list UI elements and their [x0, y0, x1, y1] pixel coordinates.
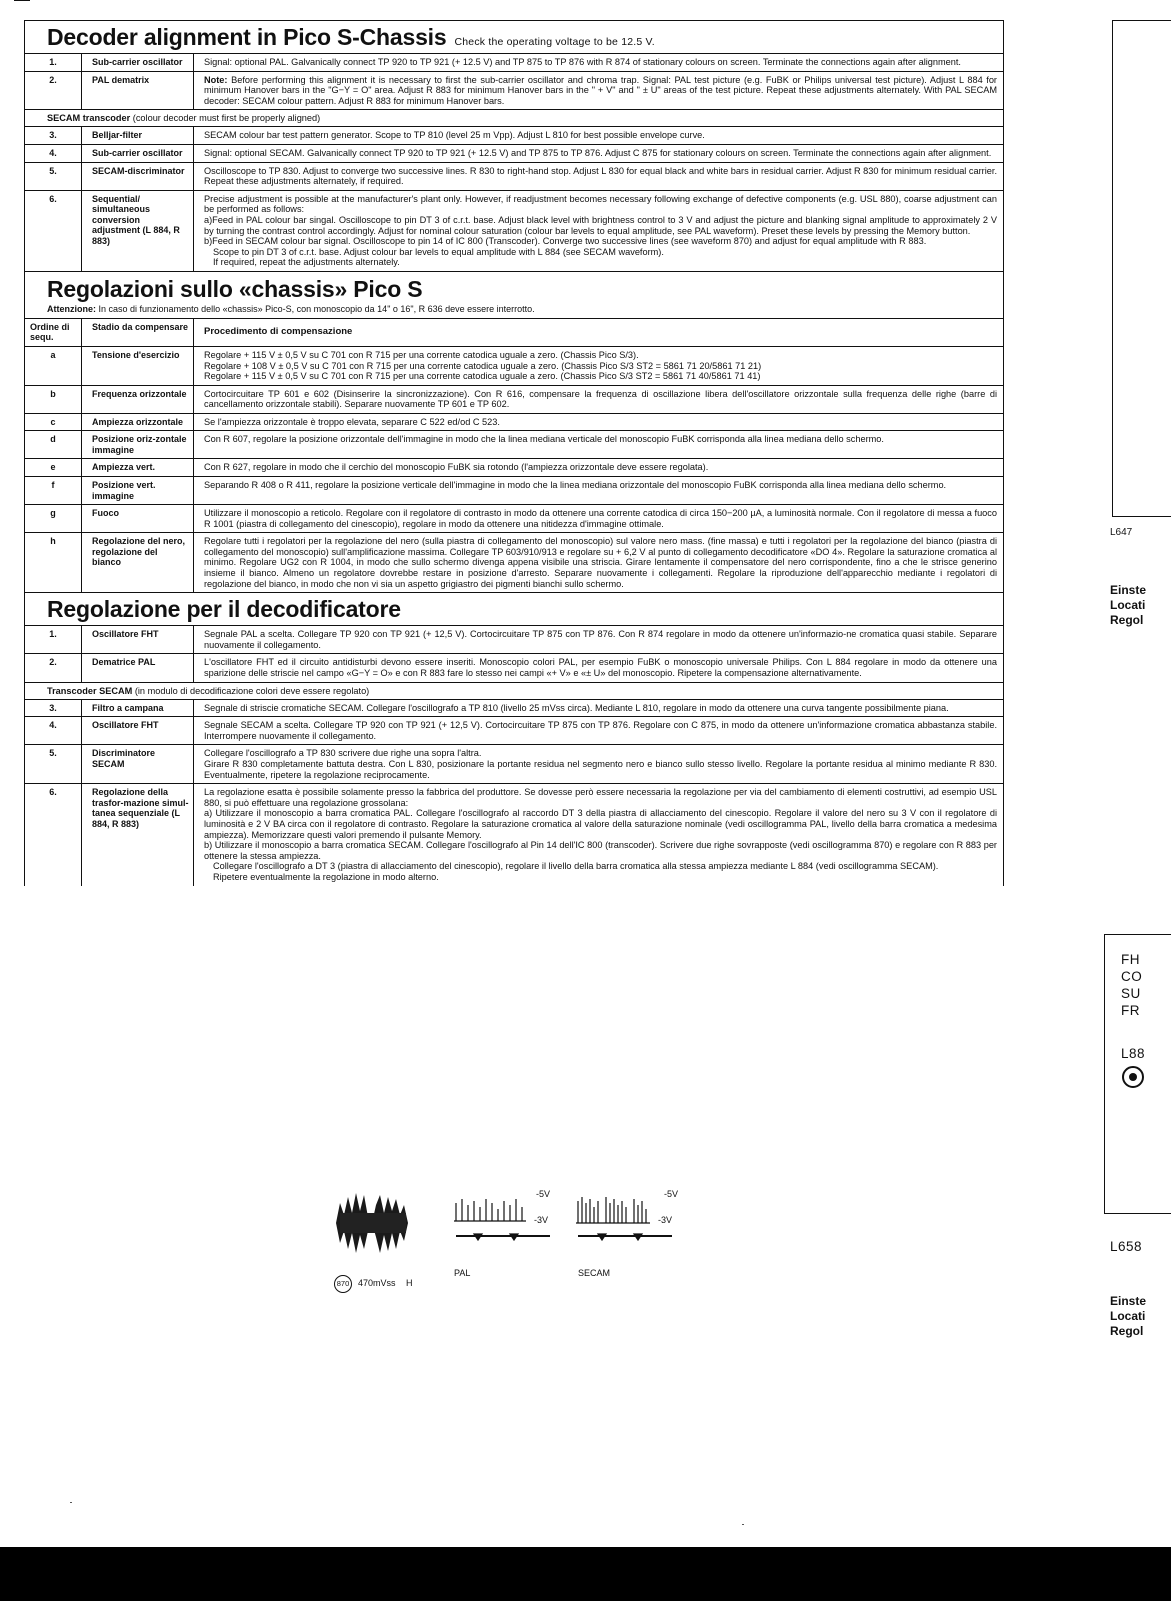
- table-row: [25, 745, 1003, 784]
- table-row: [25, 717, 1003, 745]
- procedure-line: Girare R 830 completamente battuta destra. Con L 830, posizionare la portante residua nel segmento nero e bianco sullo stesso livello. Regolare la portante residua al minimo mediante R 830. Eventualmente, ripetere la regolazione reciprocamente.: [204, 758, 997, 780]
- table-row: [25, 700, 1003, 718]
- stage-name: Regolazione della trasfor-mazione simul-tanea sequenziale (L 884, R 883): [82, 784, 194, 885]
- row-number: 2.: [25, 654, 82, 681]
- row-number: 5.: [25, 745, 82, 783]
- stage-name: Tensione d'esercizio: [82, 347, 194, 385]
- procedure-line: La regolazione esatta è possibile solamente presso la fabbrica del produttore. Se dovesse però essere necessaria la regolazione per via del cambiamento di elementi costruttivi, ad esempio USL 880, si può effettuare una regolazione grossolana:: [204, 787, 997, 808]
- row-number: 3.: [25, 700, 82, 717]
- pal-label: PAL: [454, 1268, 471, 1278]
- row-number: 4.: [25, 145, 82, 162]
- procedure-text: [194, 745, 1003, 783]
- procedure-step-b-cont: Ripetere eventualmente la regolazione in modo alterno.: [213, 871, 439, 882]
- procedure-text: Signal: optional SECAM. Galvanically connect TP 920 to TP 921 (+ 12.5 V) and TP 875 to TP 876. Adjust C 875 for stationary colours on screen. Terminate the connections again after alignment.: [204, 147, 992, 158]
- waveform-870-amplitude: 470mVss: [358, 1278, 396, 1288]
- waveform-870-image: [334, 1183, 414, 1263]
- stage-name: Frequenza orizzontale: [82, 386, 194, 413]
- section-2-title: Regolazioni sullo «chassis» Pico S: [47, 275, 423, 302]
- scan-bottom-bar: [0, 1547, 1171, 1601]
- table-row: [25, 72, 1003, 111]
- stage-name: Belljar-filter: [82, 127, 194, 144]
- procedure-text: Segnale PAL a scelta. Collegare TP 920 con TP 921 (+ 12,5 V). Cortocircuitare TP 875 con TP 876. Con R 874 regolare in modo da ottenere un'informazio-ne cromatica quasi stabile. Separare nuovamente il collegamento.: [204, 629, 997, 650]
- procedure-text: Con R 607, regolare la posizione orizzontale dell'immagine in modo che la linea mediana verticale del monoscopio FuBK corrisponda alla linea mediana dello schermo.: [204, 434, 884, 445]
- waveform-870-number: 870: [334, 1275, 352, 1293]
- stage-name: Dematrice PAL: [82, 654, 194, 681]
- row-number: 1.: [25, 626, 82, 653]
- procedure-step-b-cont: Scope to pin DT 3 of c.r.t. base. Adjust colour bar levels to equal amplitude with L 884 (see SECAM waveform).: [213, 246, 664, 257]
- procedure-text: SECAM colour bar test pattern generator. Scope to TP 810 (level 25 m Vpp). Adjust L 810 for best possible envelope curve.: [204, 130, 705, 141]
- table-row: [25, 191, 1003, 272]
- stage-name: Sub-carrier oscillator: [82, 54, 194, 71]
- procedure-text: Segnale SECAM a scelta. Collegare TP 920 con TP 921 (+ 12,5 V). Cortocircuitare TP 875 con TP 876. Regolare con C 875, in modo da ottenere un'informazione cromatica abbastanza stabile. Interrompere nuovamente il collegamento.: [204, 720, 997, 741]
- procedure-text: L'oscillatore FHT ed il circuito antidisturbi devono essere inseriti. Monoscopio colori PAL, per esempio FuBK o monoscopio universale Philips. Con L 884 regolare in modo da ottenere una sparizione delle striscie nel campo «G−Y = O» e con R 883 fare lo stesso nei campi «+ V» e «± U» del monoscopio. Ripetere la compensazione alternativamente.: [204, 657, 997, 678]
- table-row: [25, 654, 1003, 682]
- adjacent-text-line: FR: [1121, 1003, 1140, 1018]
- header-procedure: Procedimento di compensazione: [204, 326, 353, 338]
- table-row: [25, 127, 1003, 145]
- stage-name: Sub-carrier oscillator: [82, 145, 194, 162]
- row-letter: d: [25, 431, 82, 458]
- stage-name: SECAM-discriminator: [82, 163, 194, 190]
- row-number: 5.: [25, 163, 82, 190]
- adjacent-label-l884: L88: [1121, 1046, 1146, 1061]
- table-row: [25, 533, 1003, 593]
- adjacent-text-line: CO: [1121, 969, 1143, 984]
- stage-name: Discriminatore SECAM: [82, 745, 194, 783]
- procedure-text: Regolare tutti i regolatori per la regolazione del nero (sulla piastra di collegamento del monoscopio) sul valore nero mass. (fine massa) e tutti i regolatori per la regolazione del bianco (piastra di collegamento del monoscopio) sull'amplificazione massima. Collegare TP 603/910/913 e regolare su + 6,2 V al punto di collegamento decodificatore «DO 4». Regolare la saturazione cromatica al minimo. Regolare UG2 con R 1004, in modo che sullo schermo divenga appena visibile una striscia. Girare lentamente il compensatore del nero corrispondente, fino a che le strisce generino insieme il bianco. Almeno un regolatore dovrebbe restare in posizione d'arresto. Separare nuovamente i collegamenti. Regolare la riproduzione dell'apparecchio mediante i regolatori di regolazione del bianco, in modo che non vi sia un aspetto grigiastro dei pigmenti bianchi sullo schermo.: [204, 536, 997, 589]
- note-text: Before performing this alignment it is necessary to first the sub-carrier oscillator and chroma trap. Signal: PAL test picture (e.g. FuBK or Philips universal test picture). Adjust L 884 for minimum Hanover bars in the "G−Y = O" area. Adjust R 883 for minimum Hanover bars in the " + V" and " ± U" areas of the test picture. Repeat these adjustments alternately. With PAL SECAM decoder: SECAM colour pattern. Adjust R 883 for minimum Hanover bars.: [204, 74, 997, 106]
- procedure-step-b: b)Feed in SECAM colour bar signal. Oscilloscope to pin 14 of IC 800 (Transcoder). Converge two successive lines (see waveform 870) and adjust for equal amplitude with R 883.: [204, 236, 927, 247]
- adjacent-text-line: FH: [1121, 952, 1140, 967]
- waveform-illustrations: [334, 1183, 714, 1293]
- procedure-text: Se l'ampiezza orizzontale è troppo elevata, separare C 522 ed/od C 523.: [204, 416, 500, 427]
- row-letter: f: [25, 477, 82, 504]
- stage-name: Oscillatore FHT: [82, 626, 194, 653]
- procedure-text: Separando R 408 o R 411, regolare la posizione verticale dell'immagine in modo che la linea mediana orizzontale del monoscopio FuBK corrisponda alla linea mediana dello schermo.: [204, 480, 947, 491]
- table-row: [25, 414, 1003, 432]
- scan-speck: [70, 1502, 72, 1503]
- row-letter: e: [25, 459, 82, 476]
- procedure-text: Oscilloscope to TP 830. Adjust to converge two successive lines. R 830 to right-hand stop. Adjust L 830 for equal black and white bars in residual carrier. Adjust R 830 for minimum residual carrier. Repeat these adjustments alternately, if required.: [204, 165, 997, 187]
- procedure-text: [194, 347, 1003, 385]
- procedure-text: [194, 191, 1003, 271]
- procedure-step-a: a)Feed in PAL colour bar singal. Oscilloscope to pin DT 3 of c.r.t. base. Adjust black level with brightness control to 3 V and adjust the picture and blanking signal amplitude to approximately 2 V by turning the contrast control accordingly. Adjust for nominal colour saturation (colour bar levels to equal amplitude, see PAL waveform). Preset these levels by pressing the Memory button.: [204, 214, 997, 236]
- table-row: [25, 477, 1003, 505]
- secam-bottom-level: -3V: [658, 1215, 673, 1225]
- subheading-bold: Transcoder SECAM: [47, 685, 133, 696]
- procedure-text: Utilizzare il monoscopio a reticolo. Regolare con il regolatore di contrasto in modo da ottenere una corrente catodica di circa 150−200 µA, a luminosità normale. Con il regolatore di messa a fuoco R 1001 (piastra di collegamento del cinescopio), regolare in modo da ottenere una nitidezza d'immagine ottimale.: [204, 508, 997, 529]
- section-1-subtitle: Check the operating voltage to be 12.5 V.: [454, 36, 655, 48]
- stage-name: PAL dematrix: [82, 72, 194, 110]
- table-row: [25, 54, 1003, 72]
- secam-transcoder-subheading: [25, 110, 1003, 127]
- pal-top-level: -5V: [536, 1189, 551, 1199]
- alignment-document: [24, 20, 1004, 886]
- procedure-text: Signal: optional PAL. Galvanically connect TP 920 to TP 921 (+ 12.5 V) and TP 875 to TP 876 with R 874 of stationary colours on screen. Terminate the connections again after alignment.: [204, 57, 961, 67]
- procedure-step-b-cont: If required, repeat the adjustments alternately.: [213, 257, 400, 268]
- adjustment-symbol-icon: [1122, 1066, 1144, 1088]
- stage-name: Ampiezza vert.: [82, 459, 194, 476]
- row-number: 6.: [25, 191, 82, 271]
- adjacent-heading-line: Locati: [1110, 1309, 1146, 1323]
- section-title-decoder-alignment: [25, 21, 1003, 54]
- procedure-line: Regolare + 115 V ± 0,5 V su C 701 con R 715 per una corrente catodica uguale a zero. (Chassis Pico S/3).: [204, 349, 639, 360]
- pal-bottom-level: -3V: [534, 1215, 549, 1225]
- stage-name: Filtro a campana: [82, 700, 194, 717]
- table-row: [25, 386, 1003, 414]
- table-row: [25, 784, 1003, 885]
- table-row: [25, 431, 1003, 459]
- corner-mark: [14, 0, 30, 1]
- adjacent-page-frame-top: [1112, 20, 1171, 517]
- stage-name: Oscillatore FHT: [82, 717, 194, 744]
- waveform-870-h: H: [406, 1278, 413, 1288]
- procedure-step-b: b) Utilizzare il monoscopio a barra cromatica SECAM. Collegare l'oscillografo al Pin 14 dell'IC 800 (transcoder). Scrivere due righe sovrapposte (vedi oscillogramma 870) e regolare con R 883 per ottenere la stessa ampiezza.: [204, 840, 997, 861]
- stage-name: Sequential/ simultaneous conversion adjustment (L 884, R 883): [82, 191, 194, 271]
- section-title-regolazioni-chassis: [25, 272, 1003, 319]
- note-label: Note:: [204, 74, 228, 85]
- adjacent-heading-line: Regol: [1110, 1324, 1144, 1338]
- adjacent-text-line: SU: [1121, 986, 1141, 1001]
- row-number: 3.: [25, 127, 82, 144]
- attention-note: [47, 304, 535, 315]
- section-title-decodificatore: [25, 593, 1003, 626]
- attention-text: In caso di funzionamento dello «chassis» Pico-S, con monoscopio da 14" o 16", R 636 deve essere interrotto.: [98, 303, 535, 314]
- procedure-text: Con R 627, regolare in modo che il cerchio del monoscopio FuBK sia rotondo (l'ampiezza orizzontale deve essere regolata).: [204, 462, 709, 473]
- procedure-text: Segnale di striscie cromatiche SECAM. Collegare l'oscillografo a TP 810 (livello 25 mVss circa). Mediante L 810, regolare in modo da ottenere una curva tangente possibilmente piana.: [204, 702, 949, 713]
- procedure-text: [194, 784, 1003, 885]
- adjacent-label-l658: L658: [1110, 1239, 1143, 1254]
- procedure-line: Regolare + 108 V ± 0,5 V su C 701 con R 715 per una corrente catodica uguale a zero. (Chassis Pico S/3 ST2 = 5861 71 20/5861 71 21): [204, 360, 762, 371]
- stage-name: Posizione vert. immagine: [82, 477, 194, 504]
- subheading-bold: SECAM transcoder: [47, 113, 131, 124]
- procedure-step-a: a) Utilizzare il monoscopio a barra cromatica PAL. Collegare l'oscillografo al raccordo DT 3 della piastra di allacciamento del cinescopio. Regolare il valore del nero su 3 V con il regolatore di luminosità e 2 V BA circa con il regolatore di contrasto. Regolare la saturazione cromatica al valore della saturazione nominale (vedi oscillogramma PAL, livello della barra cromatica a medesima ampiezza). Memorizzare questi valori premendo il pulsante Memory.: [204, 808, 997, 840]
- scan-speck: [742, 1524, 744, 1525]
- section-3-title: Regolazione per il decodificatore: [47, 596, 401, 623]
- stage-name: Ampiezza orizzontale: [82, 414, 194, 431]
- adjacent-heading-line: Locati: [1110, 598, 1146, 612]
- row-number: 4.: [25, 717, 82, 744]
- secam-label: SECAM: [578, 1268, 611, 1278]
- procedure-line: Regolare + 115 V ± 0,5 V su C 701 con R 715 per una corrente catodica uguale a zero. (Chassis Pico S/3 ST2 = 5861 71 40/5861 71 41): [204, 371, 761, 382]
- transcoder-secam-subheading: [25, 683, 1003, 700]
- header-order: Ordine di sequ.: [25, 319, 82, 346]
- subheading-text: (colour decoder must first be properly aligned): [132, 113, 321, 124]
- row-number: 2.: [25, 72, 82, 110]
- row-number: 1.: [25, 54, 82, 71]
- row-letter: b: [25, 386, 82, 413]
- procedure-text: Cortocircuitare TP 601 e 602 (Disinserire la sincronizzazione). Con R 616, compensare la frequenza di oscillazione libera dell'oscillatore orizzontale sulla frequenza delle righe (barre di cancellamento orizzontale stabili). Separare nuovamente TP 601 e TP 602.: [204, 388, 997, 410]
- row-letter: a: [25, 347, 82, 385]
- adjacent-label-l647: L647: [1110, 527, 1133, 538]
- table-header-row: [25, 319, 1003, 347]
- table-row: [25, 163, 1003, 191]
- row-number: 6.: [25, 784, 82, 885]
- procedure-step-b-cont: Collegare l'oscillografo a DT 3 (piastra di allacciamento del cinescopio), regolare il livello della barra cromatica alla stessa ampiezza mediante L 884 (vedi oscillogramma SECAM).: [213, 861, 939, 872]
- section-1-title: Decoder alignment in Pico S-Chassis: [47, 24, 447, 50]
- adjacent-heading-line: Einste: [1110, 583, 1147, 597]
- stage-name: Regolazione del nero, regolazione del bianco: [82, 533, 194, 592]
- adjacent-heading-line: Regol: [1110, 613, 1144, 627]
- table-row: [25, 505, 1003, 533]
- attention-label: Attenzione:: [47, 303, 96, 314]
- subheading-text: (in modulo di decodificazione colori deve essere regolato): [134, 685, 370, 696]
- table-row: [25, 145, 1003, 163]
- header-stage: Stadio da compensare: [82, 319, 194, 346]
- stage-name: Posizione oriz-zontale immagine: [82, 431, 194, 458]
- row-letter: g: [25, 505, 82, 532]
- stage-name: Fuoco: [82, 505, 194, 532]
- procedure-line: Collegare l'oscillografo a TP 830 scrivere due righe una sopra l'altra.: [204, 748, 482, 759]
- procedure-line: Precise adjustment is possible at the manufacturer's plant only. However, if readjustment becomes necessary following exchange of defective components (e.g. USL 880), coarse adjustment can be performed as follows:: [204, 193, 997, 215]
- adjacent-heading-line: Einste: [1110, 1294, 1147, 1308]
- procedure-text: [194, 72, 1003, 110]
- table-row: [25, 626, 1003, 654]
- row-letter: h: [25, 533, 82, 592]
- table-row: [25, 459, 1003, 477]
- table-row: [25, 347, 1003, 386]
- row-letter: c: [25, 414, 82, 431]
- secam-top-level: -5V: [664, 1189, 679, 1199]
